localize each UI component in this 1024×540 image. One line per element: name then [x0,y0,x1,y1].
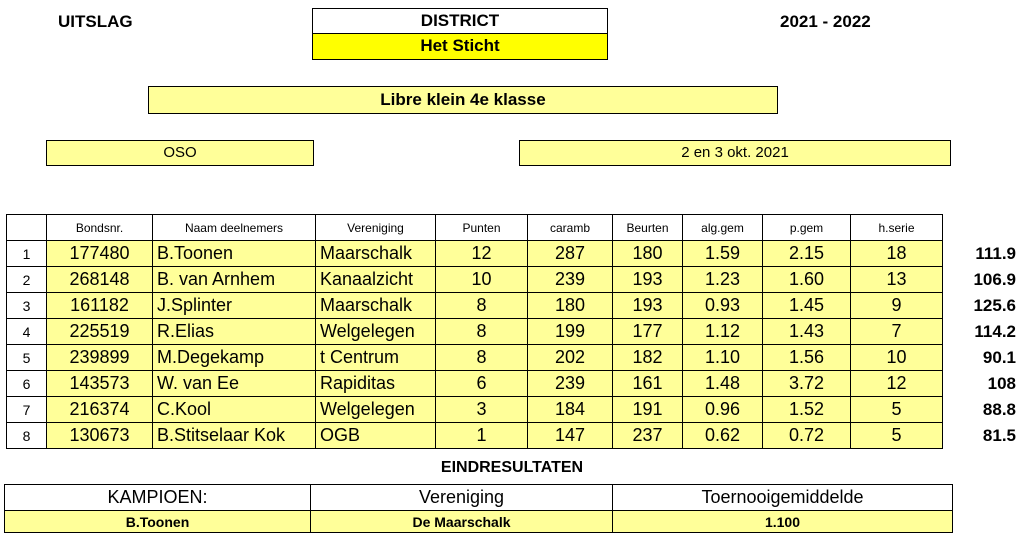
row-beurten: 180 [613,241,683,267]
kampioen-name: B.Toonen [5,511,311,533]
table-row [7,241,943,267]
row-punten: 1 [436,423,528,449]
row-caramb: 147 [528,423,613,449]
row-p-gem: 1.43 [763,319,851,345]
row-tsp: 106.9 [973,270,1016,289]
row-tsp: 88.8 [982,400,1016,419]
col-h-serie: h.serie [851,215,943,241]
tournament-date: 2 en 3 okt. 2021 [519,140,951,166]
row-alg-gem: 0.96 [683,397,763,423]
row-beurten: 177 [613,319,683,345]
row-naam: B.Toonen [153,241,316,267]
row-position: 7 [7,397,47,423]
row-alg-gem: 1.48 [683,371,763,397]
row-vereniging: Welgelegen [316,319,436,345]
row-tsp: 90.1 [982,348,1016,367]
row-naam: M.Degekamp [153,345,316,371]
row-beurten: 193 [613,293,683,319]
row-h-serie: 13 [851,267,943,293]
class-title: Libre klein 4e klasse [148,86,778,114]
row-bondsnr: 143573 [47,371,153,397]
table-row [7,371,943,397]
row-tsp: 125.6 [973,296,1016,315]
row-p-gem: 1.52 [763,397,851,423]
row-alg-gem: 0.93 [683,293,763,319]
col-punten: Punten [436,215,528,241]
vereniging-label: Vereniging [311,485,613,511]
toernooigemiddelde: 1.100 [613,511,953,533]
table-row [7,267,943,293]
row-punten: 12 [436,241,528,267]
row-h-serie: 5 [851,397,943,423]
row-position: 6 [7,371,47,397]
row-bondsnr: 225519 [47,319,153,345]
row-p-gem: 2.15 [763,241,851,267]
kampioen-label: KAMPIOEN: [5,485,311,511]
row-caramb: 287 [528,241,613,267]
season: 2021 - 2022 [780,12,871,31]
row-position: 2 [7,267,47,293]
row-vereniging: Maarschalk [316,241,436,267]
row-alg-gem: 1.12 [683,319,763,345]
row-h-serie: 18 [851,241,943,267]
row-position: 4 [7,319,47,345]
table-row [7,397,943,423]
row-alg-gem: 0.62 [683,423,763,449]
row-bondsnr: 239899 [47,345,153,371]
col-alg-gem: alg.gem [683,215,763,241]
row-punten: 8 [436,293,528,319]
row-caramb: 239 [528,267,613,293]
row-vereniging: Kanaalzicht [316,267,436,293]
col-naam: Naam deelnemers [153,215,316,241]
row-naam: W. van Ee [153,371,316,397]
row-bondsnr: 177480 [47,241,153,267]
row-caramb: 199 [528,319,613,345]
row-punten: 6 [436,371,528,397]
row-p-gem: 1.45 [763,293,851,319]
row-vereniging: t Centrum [316,345,436,371]
row-h-serie: 10 [851,345,943,371]
toernooigemiddelde-label: Toernooigemiddelde [613,485,953,511]
row-vereniging: Welgelegen [316,397,436,423]
row-position: 3 [7,293,47,319]
final-results-table [4,484,953,533]
row-bondsnr: 130673 [47,423,153,449]
kampioen-vereniging: De Maarschalk [311,511,613,533]
row-caramb: 184 [528,397,613,423]
row-punten: 8 [436,319,528,345]
final-header-row [5,485,953,511]
col-caramb: caramb [528,215,613,241]
row-bondsnr: 268148 [47,267,153,293]
eindresultaten-title: EINDRESULTATEN [440,459,584,476]
row-naam: C.Kool [153,397,316,423]
uitslag-label: UITSLAG [58,12,133,31]
row-bondsnr: 161182 [47,293,153,319]
row-alg-gem: 1.10 [683,345,763,371]
table-header-row [7,215,943,241]
table-row [7,345,943,371]
row-caramb: 180 [528,293,613,319]
row-beurten: 237 [613,423,683,449]
row-caramb: 202 [528,345,613,371]
row-tsp: 81.5 [982,426,1016,445]
organiser: OSO [46,140,314,166]
district-label: DISTRICT [312,8,608,34]
row-beurten: 161 [613,371,683,397]
row-beurten: 193 [613,267,683,293]
row-naam: B.Stitselaar Kok [153,423,316,449]
col-pos [7,215,47,241]
row-bondsnr: 216374 [47,397,153,423]
results-table [6,214,943,449]
row-tsp: 111.9 [975,244,1016,263]
row-position: 5 [7,345,47,371]
row-alg-gem: 1.59 [683,241,763,267]
row-vereniging: Rapiditas [316,371,436,397]
row-naam: B. van Arnhem [153,267,316,293]
row-beurten: 191 [613,397,683,423]
row-caramb: 239 [528,371,613,397]
final-value-row [5,511,953,533]
row-punten: 8 [436,345,528,371]
row-tsp: 108 [987,374,1016,393]
row-alg-gem: 1.23 [683,267,763,293]
table-row [7,423,943,449]
row-vereniging: OGB [316,423,436,449]
row-punten: 10 [436,267,528,293]
table-row [7,293,943,319]
row-punten: 3 [436,397,528,423]
row-beurten: 182 [613,345,683,371]
row-h-serie: 9 [851,293,943,319]
row-p-gem: 1.56 [763,345,851,371]
row-vereniging: Maarschalk [316,293,436,319]
row-position: 8 [7,423,47,449]
row-h-serie: 12 [851,371,943,397]
district-name: Het Sticht [312,34,608,60]
col-p-gem: p.gem [763,215,851,241]
row-tsp: 114.2 [974,322,1016,341]
row-position: 1 [7,241,47,267]
row-h-serie: 7 [851,319,943,345]
row-p-gem: 0.72 [763,423,851,449]
col-vereniging: Vereniging [316,215,436,241]
col-bondsnr: Bondsnr. [47,215,153,241]
col-beurten: Beurten [613,215,683,241]
row-h-serie: 5 [851,423,943,449]
row-p-gem: 3.72 [763,371,851,397]
table-row [7,319,943,345]
row-p-gem: 1.60 [763,267,851,293]
row-naam: R.Elias [153,319,316,345]
row-naam: J.Splinter [153,293,316,319]
